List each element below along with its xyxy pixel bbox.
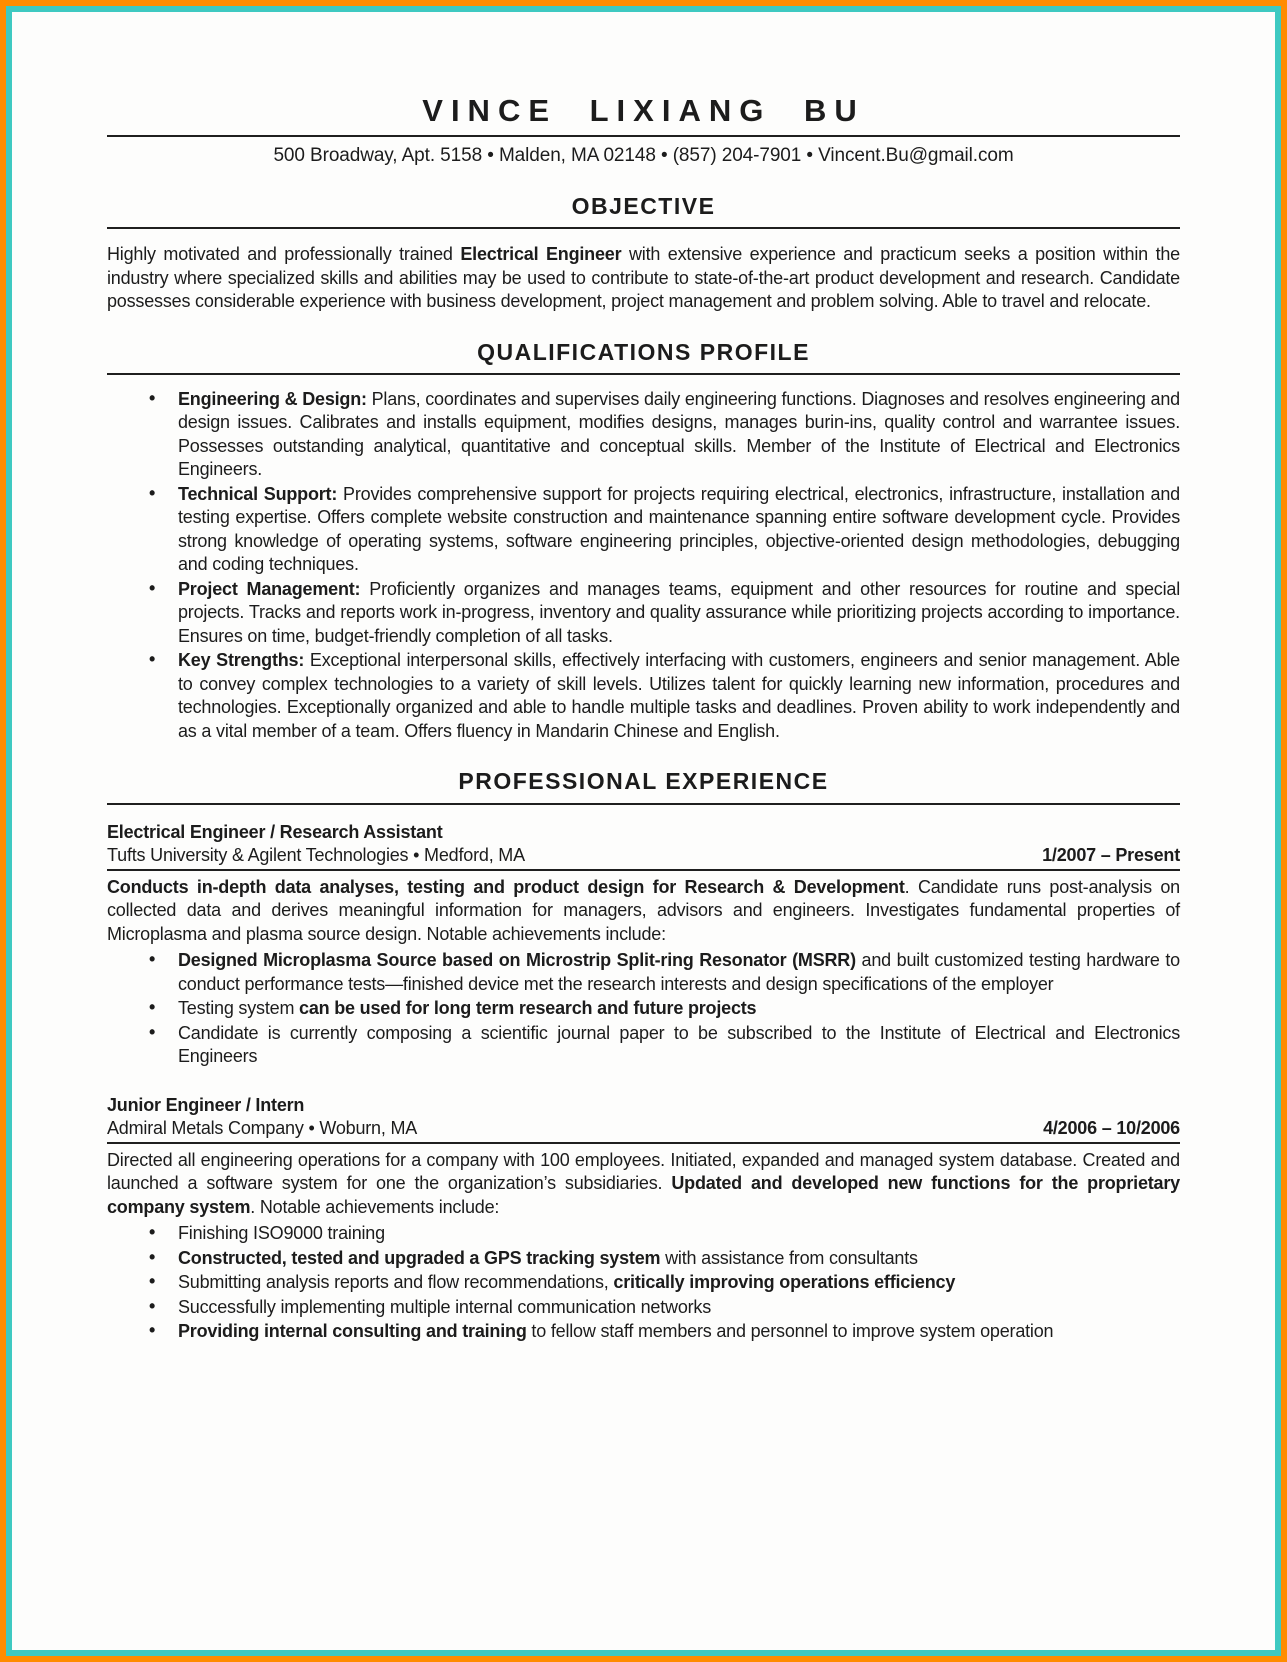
list-item: • Finishing ISO9000 training [107,1222,1180,1246]
job-company: Tufts University & Agilent Technologies • Medford, MA [107,845,525,866]
list-item: • Engineering & Design: Plans, coordinates and supervises daily engineering functions. Diagnoses and resolves engineering and design issues. Calibrates and installs equipment, modifies designs, manages burin-ins, quality control and warrantee issues. Possesses outstanding analytical, quantitative and conceptual skills. Member of the Institute of Electrical and Electronics Engineers. [107,388,1180,482]
list-item: • Candidate is currently composing a scientific journal paper to be subscribed to the Institute of Electrical and Electronics Engineers [107,1022,1180,1069]
section-experience [107,768,1180,1343]
job-company: Admiral Metals Company • Woburn, MA [107,1118,418,1139]
list-item: • Project Management: Proficiently organizes and manages teams, equipment and other resources for routine and special projects. Tracks and reports work in-progress, inventory and quality assurance while prioritizing projects according to importance. Ensures on time, budget-friendly completion of all tasks. [107,578,1180,649]
list-item: • Technical Support: Provides comprehensive support for projects requiring electrical, electronics, infrastructure, installation and testing expertise. Offers complete website construction and maintenance spanning entire software development cycle. Provides strong knowledge of operating systems, software engineering principles, objective-oriented design methodologies, debugging and coding techniques. [107,483,1180,577]
divider [107,803,1180,805]
list-item: • Providing internal consulting and training to fellow staff members and personnel to improve system operation [107,1320,1180,1344]
section-qualifications [107,339,1180,744]
qualifications-heading: QUALIFICATIONS PROFILE [477,338,810,365]
qualifications-list [107,388,1180,744]
job-block [107,1094,1180,1344]
job-achievements-list [107,949,1180,1069]
divider [107,227,1180,229]
job-dates: 1/2007 – Present [1042,845,1180,866]
resume-sheet [6,6,1281,1656]
objective-paragraph: Highly motivated and professionally trained Electrical Engineer with extensive experience and practicum seeks a position within the industry where specialized skills and abilities may be used to contribute to state-of-the-art product development and research. Candidate possesses considerable experience with business development, project management and problem solving. Able to travel and relocate. [107,244,1180,312]
list-item: • Testing system can be used for long term research and future projects [107,997,1180,1021]
list-item: • Constructed, tested and upgraded a GPS tracking system with assistance from consultants [107,1247,1180,1271]
job-block [107,821,1180,1069]
job-meta-row [107,844,1180,871]
objective-heading: OBJECTIVE [571,192,716,219]
divider [107,135,1180,137]
job-achievements-list [107,1222,1180,1344]
section-objective [107,193,1180,314]
resume-header [107,94,1180,168]
list-item: • Successfully implementing multiple internal communication networks [107,1296,1180,1320]
candidate-name: VINCE LIXIANG BU [422,93,865,128]
experience-heading: PROFESSIONAL EXPERIENCE [458,768,829,795]
divider [107,373,1180,375]
job-title: Junior Engineer / Intern [107,1094,305,1115]
job-summary: Conducts in-depth data analyses, testing and product design for Research & Development. Candidate runs post-analysis on collected data and derives meaningful information for managers, advisors and engineers. Investigates fundamental properties of Microplasma and plasma source design. Notable achievements include: [107,876,1180,944]
job-dates: 4/2006 – 10/2006 [1043,1118,1180,1139]
job-meta-row [107,1117,1180,1144]
list-item: • Submitting analysis reports and flow recommendations, critically improving operations efficiency [107,1271,1180,1295]
job-summary: Directed all engineering operations for a company with 100 employees. Initiated, expanded and managed system database. Created and launched a software system for one the organization’s subsidiaries. Updated and developed new functions for the proprietary company system. Notable achievements include: [107,1149,1180,1217]
job-title: Electrical Engineer / Research Assistant [107,821,443,842]
contact-line: 500 Broadway, Apt. 5158 • Malden, MA 02148 • (857) 204-7901 • Vincent.Bu@gmail.com [273,145,1014,167]
list-item: • Key Strengths: Exceptional interpersonal skills, effectively interfacing with customers, engineers and senior management. Able to convey complex technologies to a variety of skill levels. Utilizes talent for quickly learning new information, procedures and technologies. Exceptionally organized and able to handle multiple tasks and deadlines. Proven ability to work independently and as a vital member of a team. Offers fluency in Mandarin Chinese and English. [107,649,1180,743]
list-item: • Designed Microplasma Source based on Microstrip Split-ring Resonator (MSRR) and built customized testing hardware to conduct performance tests—finished device met the research interests and design specifications of the employer [107,949,1180,996]
